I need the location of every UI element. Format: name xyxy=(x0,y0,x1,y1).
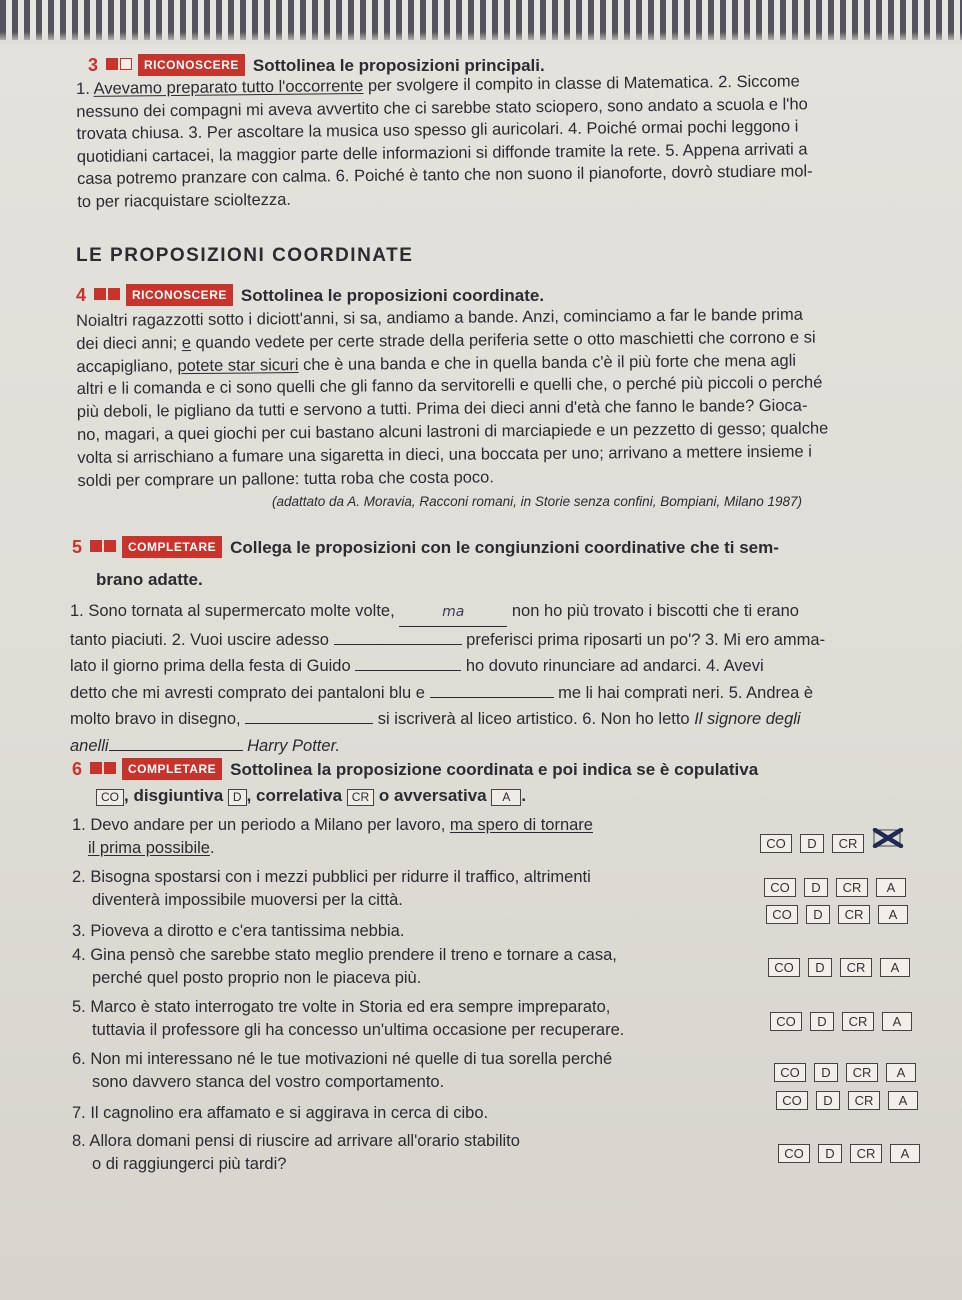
option-cr[interactable]: CR xyxy=(848,1091,880,1110)
exercise-instruction: Sottolinea la proposizione coordinata e poi indica se è copulativa xyxy=(230,760,759,779)
option-co[interactable]: CO xyxy=(774,1063,806,1082)
text-line: 1. Avevamo preparato tutto l'occorrente per svolgere il compito in classe di Matematica. 2. Siccome xyxy=(76,72,800,98)
answer-blank-4[interactable] xyxy=(430,697,554,698)
exercise-6-item-8: 8. Allora domani pensi di riuscire ad arrivare all'orario stabilito o di raggiungerci più tardi? xyxy=(72,1132,520,1173)
option-a-marked[interactable] xyxy=(872,828,902,845)
difficulty-square xyxy=(106,58,118,70)
option-d[interactable]: D xyxy=(800,834,824,853)
cross-mark-icon xyxy=(872,828,904,848)
exercise-type-badge: COMPLETARE xyxy=(122,758,222,780)
option-d[interactable]: D xyxy=(814,1063,838,1082)
exercise-6-item-1: 1. Devo andare per un periodo a Milano per lavoro, ma spero di tornare il prima possibile. xyxy=(72,816,593,857)
exercise-instruction: Sottolinea le proposizioni coordinate. xyxy=(240,286,545,305)
text-line: più deboli, le pigliano da tutti e servono a tutti. Prima dei dieci anni d'età che fanno le bande? Gioca- xyxy=(76,396,808,422)
option-co[interactable]: CO xyxy=(766,905,798,924)
difficulty-square xyxy=(120,58,132,70)
section-title: LE PROPOSIZIONI COORDINATE xyxy=(76,245,414,266)
exercise-6-item-2: 2. Bisogna spostarsi con i mezzi pubblici per ridurre il traffico, altrimenti diventerà impossibile muoversi per la città. xyxy=(72,868,591,909)
option-a[interactable]: A xyxy=(886,1063,916,1082)
underlined-coordinate: il prima possibile xyxy=(88,838,210,857)
option-cr[interactable]: CR xyxy=(836,878,868,897)
exercise-instruction: Collega le proposizioni con le congiunzioni coordinative che ti sem- xyxy=(230,538,779,557)
exercise-6-item-6: 6. Non mi interessano né le tue motivazioni né quelle di tua sorella perché sono davvero stanca del vostro comportamento. xyxy=(72,1050,613,1091)
code-co: CO xyxy=(96,789,124,806)
exercise-5-header xyxy=(72,536,779,558)
option-co[interactable]: CO xyxy=(764,878,796,897)
options-item-1 xyxy=(760,828,910,853)
text-line: 1. Sono tornata al supermercato molte volte, ma non ho più trovato i biscotti che ti erano xyxy=(70,598,825,627)
option-cr[interactable]: CR xyxy=(838,905,870,924)
difficulty-square xyxy=(104,540,116,552)
exercise-type-badge: RICONOSCERE xyxy=(138,54,245,76)
text-line: Noialtri ragazzotti sotto i diciott'anni, si sa, andiamo a bande. Anzi, cominciamo a far le bande prima xyxy=(76,305,803,330)
option-co[interactable]: CO xyxy=(778,1144,810,1163)
exercise-4-text xyxy=(76,303,829,492)
exercise-type-badge: COMPLETARE xyxy=(122,536,222,558)
options-item-2 xyxy=(764,878,914,897)
text-line: dei dieci anni; e quando vedete per certe strade della periferia sette o otto maschietti che corrono e si xyxy=(76,328,816,353)
underlined-coordinate: e xyxy=(181,333,192,352)
text-line: no, magari, a quei giochi per cui bastano alcuni lastroni di marciapiede e un pezzetto di gesso; qualche xyxy=(77,419,829,444)
text-line: volta si arrischiano a fumare una sigaretta in dieci, una boccata per uno; arrivano a mettere insieme i xyxy=(77,442,812,467)
difficulty-square xyxy=(94,288,106,300)
answer-blank-1[interactable]: ma xyxy=(399,599,507,627)
exercise-type-badge: RICONOSCERE xyxy=(126,284,233,306)
text-line: nessuno dei compagni mi aveva avvertito che ci sarebbe stato sciopero, sono andato a scuola e l'ho xyxy=(76,94,808,121)
option-d[interactable]: D xyxy=(810,1012,834,1031)
option-cr[interactable]: CR xyxy=(840,958,872,977)
options-item-4 xyxy=(768,958,918,977)
option-cr[interactable]: CR xyxy=(846,1063,878,1082)
option-a[interactable]: A xyxy=(890,1144,920,1163)
option-d[interactable]: D xyxy=(806,905,830,924)
option-d[interactable]: D xyxy=(816,1091,840,1110)
code-cr: CR xyxy=(347,789,374,806)
difficulty-square xyxy=(108,288,120,300)
exercise-number: 4 xyxy=(76,285,87,305)
option-a[interactable]: A xyxy=(880,958,910,977)
options-item-8 xyxy=(778,1144,928,1163)
exercise-instruction-cont: brano adatte. xyxy=(96,570,203,589)
exercise-5-text xyxy=(70,598,825,759)
underlined-main-clause: Avevamo preparato tutto l'occorrente xyxy=(93,76,364,98)
option-a[interactable]: A xyxy=(876,878,906,897)
text-line: to per riacquistare scioltezza. xyxy=(77,190,292,211)
text-line: lato il giorno prima della festa di Guido ho dovuto rinunciare ad andarci. 4. Avevi xyxy=(70,657,764,675)
exercise-4-header xyxy=(76,284,544,306)
exercise-6-item-4: 4. Gina pensò che sarebbe stato meglio prendere il treno e tornare a casa, perché quel posto proprio non le piaceva più. xyxy=(72,946,617,987)
options-item-3 xyxy=(766,905,916,924)
answer-blank-5[interactable] xyxy=(245,723,373,724)
option-a[interactable]: A xyxy=(888,1091,918,1110)
option-d[interactable]: D xyxy=(804,878,828,897)
exercise-number: 3 xyxy=(88,55,99,75)
text-line: anelli Harry Potter. xyxy=(70,736,341,755)
text-line: molto bravo in disegno, si iscriverà al liceo artistico. 6. Non ho letto Il signore degli xyxy=(70,710,801,728)
text-line: soldi per comprare un pallone: tutta roba che costa poco. xyxy=(77,467,494,490)
exercise-3-header xyxy=(88,54,545,76)
difficulty-square xyxy=(104,762,116,774)
options-item-6 xyxy=(774,1063,924,1082)
options-item-7 xyxy=(776,1091,926,1110)
option-co[interactable]: CO xyxy=(760,834,792,853)
exercise-number: 5 xyxy=(72,537,83,557)
source-citation: (adattato da A. Moravia, Racconi romani, in Storie senza confini, Bompiani, Milano 1987) xyxy=(272,494,803,509)
exercise-6-header xyxy=(72,758,758,780)
option-co[interactable]: CO xyxy=(768,958,800,977)
option-a[interactable]: A xyxy=(878,905,908,924)
underlined-coordinate: ma spero di tornare xyxy=(449,816,593,834)
answer-blank-3[interactable] xyxy=(355,670,461,671)
code-a: A xyxy=(491,789,521,806)
answer-blank-6[interactable] xyxy=(109,750,243,751)
text-line: quotidiani cartacei, la maggior parte delle informazioni si diffonde tramite la rete. 5. Appena arrivati a xyxy=(76,139,808,166)
text-line: casa potremo pranzare con calma. 6. Poiché è tanto che non suono il pianoforte, dovrò studiare mol- xyxy=(76,162,813,188)
underlined-coordinate: potete star sicuri xyxy=(177,355,299,375)
code-d: D xyxy=(228,789,247,806)
option-co[interactable]: CO xyxy=(770,1012,802,1031)
option-cr[interactable]: CR xyxy=(832,834,864,853)
exercise-instruction: Sottolinea le proposizioni principali. xyxy=(252,56,545,75)
difficulty-square xyxy=(90,540,102,552)
text-line: altri e li comanda e ci sono quelli che gli fanno da servitorelli e quelli che, o perché più piccoli o perché xyxy=(76,373,823,399)
exercise-3-text xyxy=(76,70,813,213)
option-co[interactable]: CO xyxy=(776,1091,808,1110)
exercise-6-item-3: 3. Pioveva a dirotto e c'era tantissima nebbia. xyxy=(72,922,405,940)
option-cr[interactable]: CR xyxy=(842,1012,874,1031)
text-line: detto che mi avresti comprato dei pantaloni blu e me li hai comprati neri. 5. Andrea è xyxy=(70,683,814,702)
options-item-5 xyxy=(770,1012,920,1031)
exercise-6-legend: CO , disgiuntiva D , correlativa CR o avversativa A . xyxy=(96,786,526,806)
answer-blank-2[interactable] xyxy=(334,644,462,645)
text-line: accapigliano, potete star sicuri che è una banda e che in quella banda c'è il più forte che mena agli xyxy=(76,351,797,376)
difficulty-square xyxy=(90,762,102,774)
option-d[interactable]: D xyxy=(808,958,832,977)
exercise-6-item-7: 7. Il cagnolino era affamato e si aggirava in cerca di cibo. xyxy=(72,1104,489,1122)
option-d[interactable]: D xyxy=(818,1144,842,1163)
text-line: trovata chiusa. 3. Per ascoltare la musica uso spesso gli auricolari. 4. Poiché ormai pochi leggono i xyxy=(76,117,799,143)
text-line: tanto piaciuti. 2. Vuoi uscire adesso preferisci prima riposarti un po'? 3. Mi ero amma- xyxy=(70,630,826,649)
exercise-6-item-5: 5. Marco è stato interrogato tre volte in Storia ed era sempre impreparato, tuttavia il professore gli ha concesso un'ultima occasione per recuperare. xyxy=(72,998,625,1039)
option-a[interactable]: A xyxy=(882,1012,912,1031)
exercise-number: 6 xyxy=(72,759,83,779)
option-cr[interactable]: CR xyxy=(850,1144,882,1163)
